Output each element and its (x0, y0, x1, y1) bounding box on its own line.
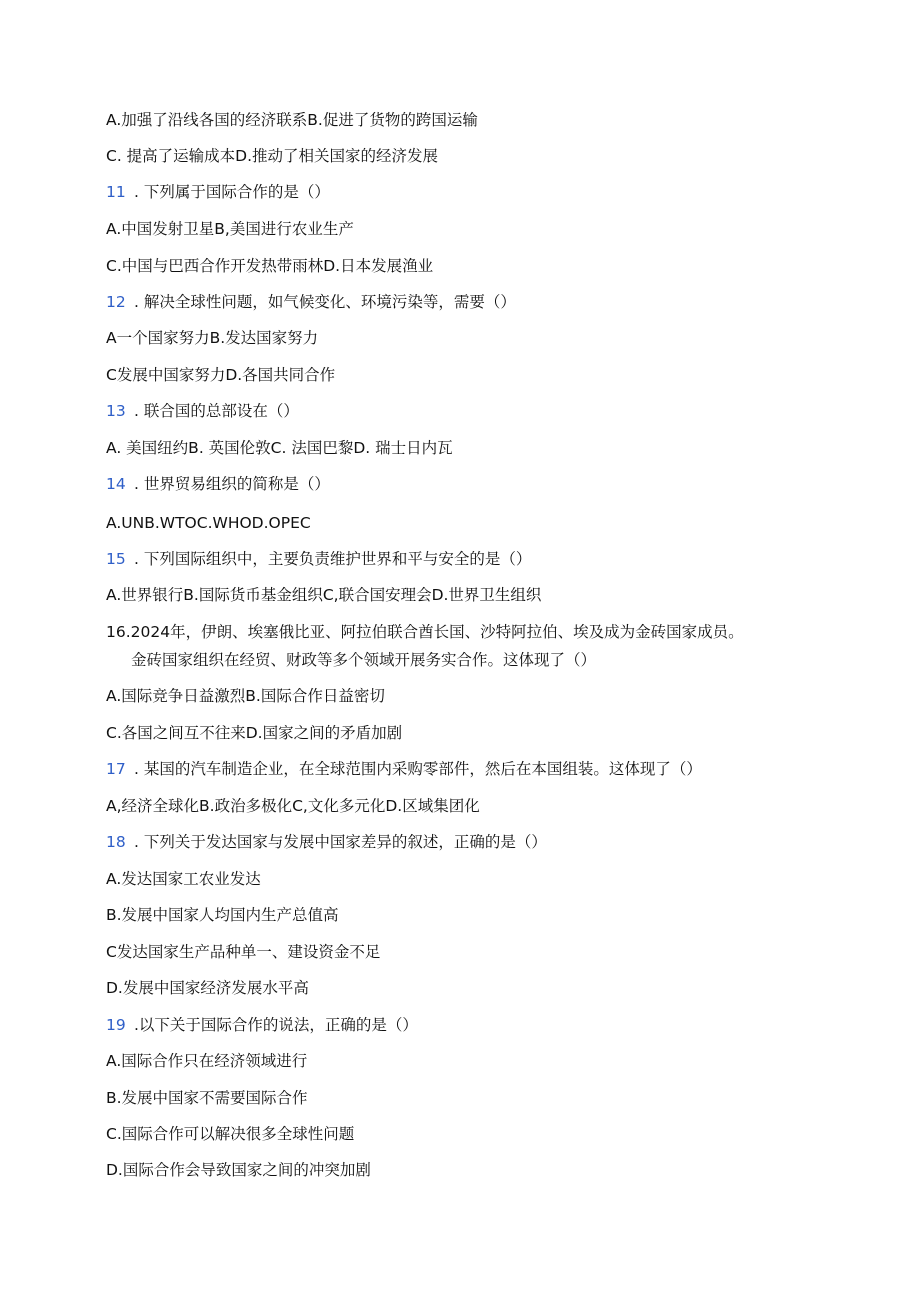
question-text: . 下列关于发达国家与发展中国家差异的叙述，正确的是（） (134, 833, 547, 851)
option-text: D.国际合作会导致国家之间的冲突加剧 (106, 1161, 371, 1179)
question-text: . 世界贸易组织的简称是（） (134, 475, 330, 493)
question-text: .以下关于国际合作的说法，正确的是（） (134, 1016, 418, 1034)
question-number: 17 (106, 760, 126, 778)
question-number: 19 (106, 1016, 126, 1034)
question-line (106, 182, 330, 202)
option-line (106, 978, 309, 998)
option-text: B.发展中国家人均国内生产总值高 (106, 906, 339, 924)
option-line (106, 438, 453, 458)
option-text: A.国际合作只在经济领域进行 (106, 1052, 308, 1070)
question-text: . 某国的汽车制造企业，在全球范围内采购零部件，然后在本国组装。这体现了（） (134, 760, 702, 778)
option-text: C发达国家生产品种单一、建设资金不足 (106, 943, 381, 961)
option-line (106, 905, 339, 925)
question-line (106, 1015, 418, 1035)
option-line (106, 110, 478, 130)
question-text: . 联合国的总部设在（） (134, 402, 299, 420)
option-line (106, 869, 261, 889)
option-line (106, 365, 335, 385)
option-text: A一个国家努力B.发达国家努力 (106, 329, 319, 347)
question-line-continuation (131, 650, 596, 670)
question-number: 14 (106, 475, 126, 493)
option-text: A.发达国家工农业发达 (106, 870, 261, 888)
option-line (106, 1051, 307, 1071)
option-line (106, 219, 354, 239)
option-line (106, 942, 380, 962)
option-text: A.中国发射卫星B,美国进行农业生产 (106, 220, 354, 238)
question-line (106, 549, 531, 569)
question-number: 12 (106, 293, 126, 311)
option-text: B.发展中国家不需要国际合作 (106, 1089, 308, 1107)
option-text: C.中国与巴西合作开发热带雨林D.日本发展渔业 (106, 257, 434, 275)
option-line (106, 513, 311, 533)
option-line (106, 328, 318, 348)
question-number: 18 (106, 833, 126, 851)
option-line (106, 1088, 308, 1108)
option-line (106, 723, 402, 743)
option-text: C.国际合作可以解决很多全球性问题 (106, 1125, 355, 1143)
option-text: A,经济全球化B.政治多极化C,文化多元化D.区域集团化 (106, 797, 480, 815)
option-text: A.世界银行B.国际货币基金组织C,联合国安理会D.世界卫生组织 (106, 586, 542, 604)
question-line (106, 832, 547, 852)
question-line (106, 759, 702, 779)
option-line (106, 796, 480, 816)
option-line (106, 1124, 354, 1144)
option-line (106, 1160, 371, 1180)
question-line (106, 622, 744, 642)
option-line (106, 686, 385, 706)
option-text: C. 提高了运输成本D.推动了相关国家的经济发展 (106, 147, 439, 165)
question-text: 金砖国家组织在经贸、财政等多个领域开展务实合作。这体现了（） (131, 651, 597, 669)
option-text: C发展中国家努力D.各国共同合作 (106, 366, 336, 384)
question-line (106, 292, 516, 312)
question-number: 13 (106, 402, 126, 420)
question-text: . 下列国际组织中，主要负责维护世界和平与安全的是（） (134, 550, 532, 568)
option-line (106, 585, 541, 605)
option-text: D.发展中国家经济发展水平高 (106, 979, 309, 997)
question-number: 15 (106, 550, 126, 568)
option-line (106, 256, 433, 276)
option-text: A.国际竞争日益激烈B.国际合作日益密切 (106, 687, 385, 705)
option-text: C.各国之间互不往来D.国家之间的矛盾加剧 (106, 724, 403, 742)
question-text: 16.2024年，伊朗、埃塞俄比亚、阿拉伯联合酋长国、沙特阿拉伯、埃及成为金砖国家成员。 (106, 623, 744, 641)
question-line (106, 401, 299, 421)
question-line (106, 474, 330, 494)
question-text: . 解决全球性问题，如气候变化、环境污染等，需要（） (134, 293, 516, 311)
option-line (106, 146, 438, 166)
question-text: . 下列属于国际合作的是（） (134, 183, 330, 201)
question-number: 11 (106, 183, 126, 201)
option-text: A. 美国纽约B. 英国伦敦C. 法国巴黎D. 瑞士日内瓦 (106, 439, 453, 457)
option-text: A.UNB.WTOC.WHOD.OPEC (106, 514, 311, 532)
option-text: A.加强了沿线各国的经济联系B.促进了货物的跨国运输 (106, 111, 478, 129)
